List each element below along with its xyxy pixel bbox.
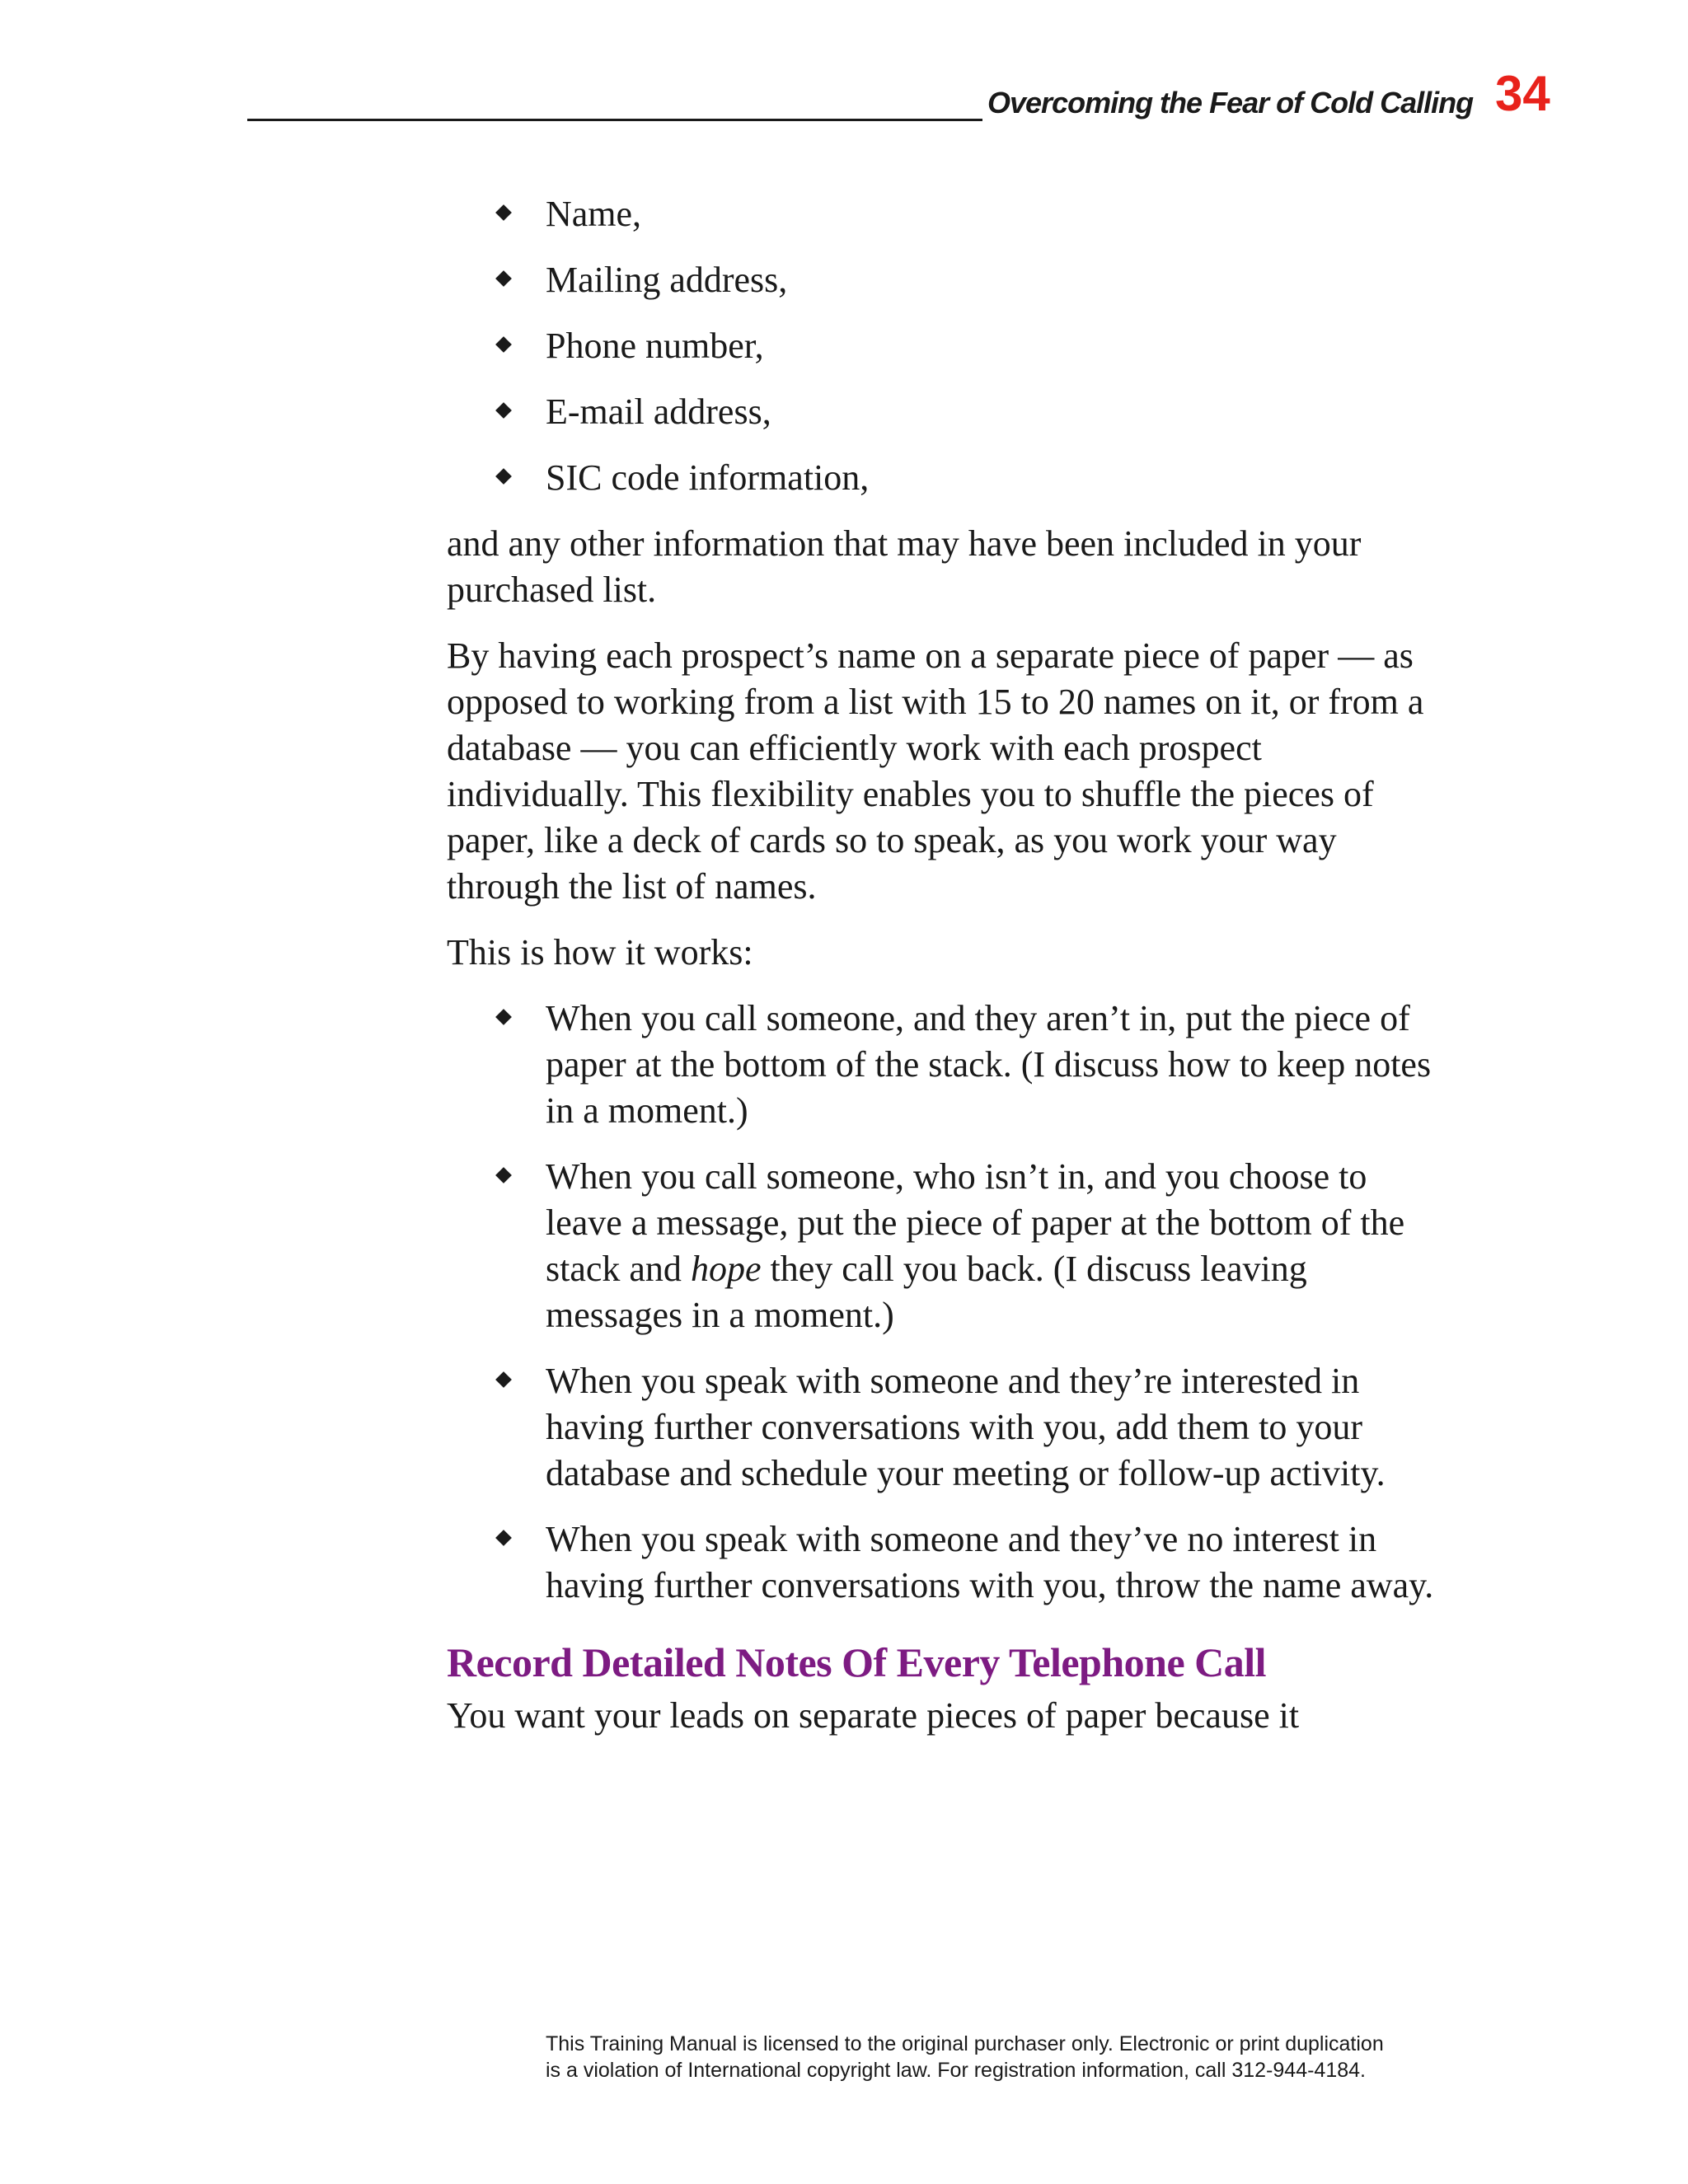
- section-paragraph: You want your leads on separate pieces of paper because it: [447, 1695, 1300, 1736]
- list-item: [546, 389, 1452, 435]
- list-item: [546, 1154, 1452, 1338]
- section-heading: Record Detailed Notes Of Every Telephone Call: [447, 1639, 1267, 1685]
- diamond-bullet-icon: [495, 270, 512, 287]
- diamond-bullet-icon: [495, 204, 512, 221]
- paragraph-other-information: and any other information that may have been included in your purchased list.: [447, 523, 1362, 610]
- diamond-bullet-icon: [495, 1009, 512, 1025]
- list-item: [546, 996, 1452, 1134]
- diamond-bullet-icon: [495, 468, 512, 485]
- list-item-text: Phone number,: [546, 326, 764, 366]
- diamond-bullet-icon: [495, 402, 512, 419]
- list-item-text: When you speak with someone and they’re interested in having further conversations with you, add them to your database and schedule your meeting or follow-up activity.: [546, 1361, 1386, 1493]
- list-item-text: SIC code information,: [546, 457, 870, 498]
- diamond-bullet-icon: [495, 1530, 512, 1546]
- list-item: [546, 455, 1452, 501]
- workflow-list: [447, 996, 1452, 1609]
- list-item-text: Mailing address,: [546, 260, 788, 300]
- list-item: [546, 323, 1452, 369]
- paragraph-how-it-works: This is how it works:: [447, 932, 753, 972]
- page-number: 34: [1495, 66, 1550, 121]
- running-title: Overcoming the Fear of Cold Calling: [987, 86, 1474, 120]
- contact-fields-list: [447, 191, 1452, 501]
- list-item: [546, 257, 1452, 303]
- footer-license-notice: [546, 2031, 1452, 2083]
- main-content: [447, 191, 1452, 1759]
- list-item: [546, 191, 1452, 237]
- list-item-text: Name,: [546, 194, 642, 234]
- header-rule: [247, 119, 982, 121]
- footer-line: is a violation of International copyright law. For registration information, call 312-944-4184.: [546, 2059, 1366, 2082]
- list-item: [546, 1516, 1452, 1609]
- diamond-bullet-icon: [495, 1167, 512, 1183]
- diamond-bullet-icon: [495, 336, 512, 353]
- diamond-bullet-icon: [495, 1371, 512, 1388]
- list-item-text: When you call someone, and they aren’t in, put the piece of paper at the bottom of the stack. (I discuss how to keep notes in a moment.): [546, 998, 1432, 1131]
- emphasis-text: hope: [690, 1249, 762, 1289]
- list-item-text: When you call someone, who isn’t in, and you choose to leave a message, put the piece of paper at the bottom of the stack and: [546, 1156, 1405, 1289]
- footer-line: This Training Manual is licensed to the original purchaser only. Electronic or print duplication: [546, 2032, 1384, 2055]
- list-item-text: When you speak with someone and they’ve no interest in having further conversations with you, throw the name away.: [546, 1519, 1434, 1605]
- list-item-text: they call you back. (I discuss leaving messages in a moment.): [546, 1249, 1307, 1335]
- paragraph-separate-paper: By having each prospect’s name on a separate piece of paper — as opposed to working from a list with 15 to 20 names on it, or from a database — you can efficiently work with each prospect individually. This flexibility enables you to shuffle the pieces of paper, like a deck of cards so to speak, as you work your way through the list of names.: [447, 635, 1424, 907]
- list-item-text: E-mail address,: [546, 391, 771, 432]
- list-item: [546, 1358, 1452, 1497]
